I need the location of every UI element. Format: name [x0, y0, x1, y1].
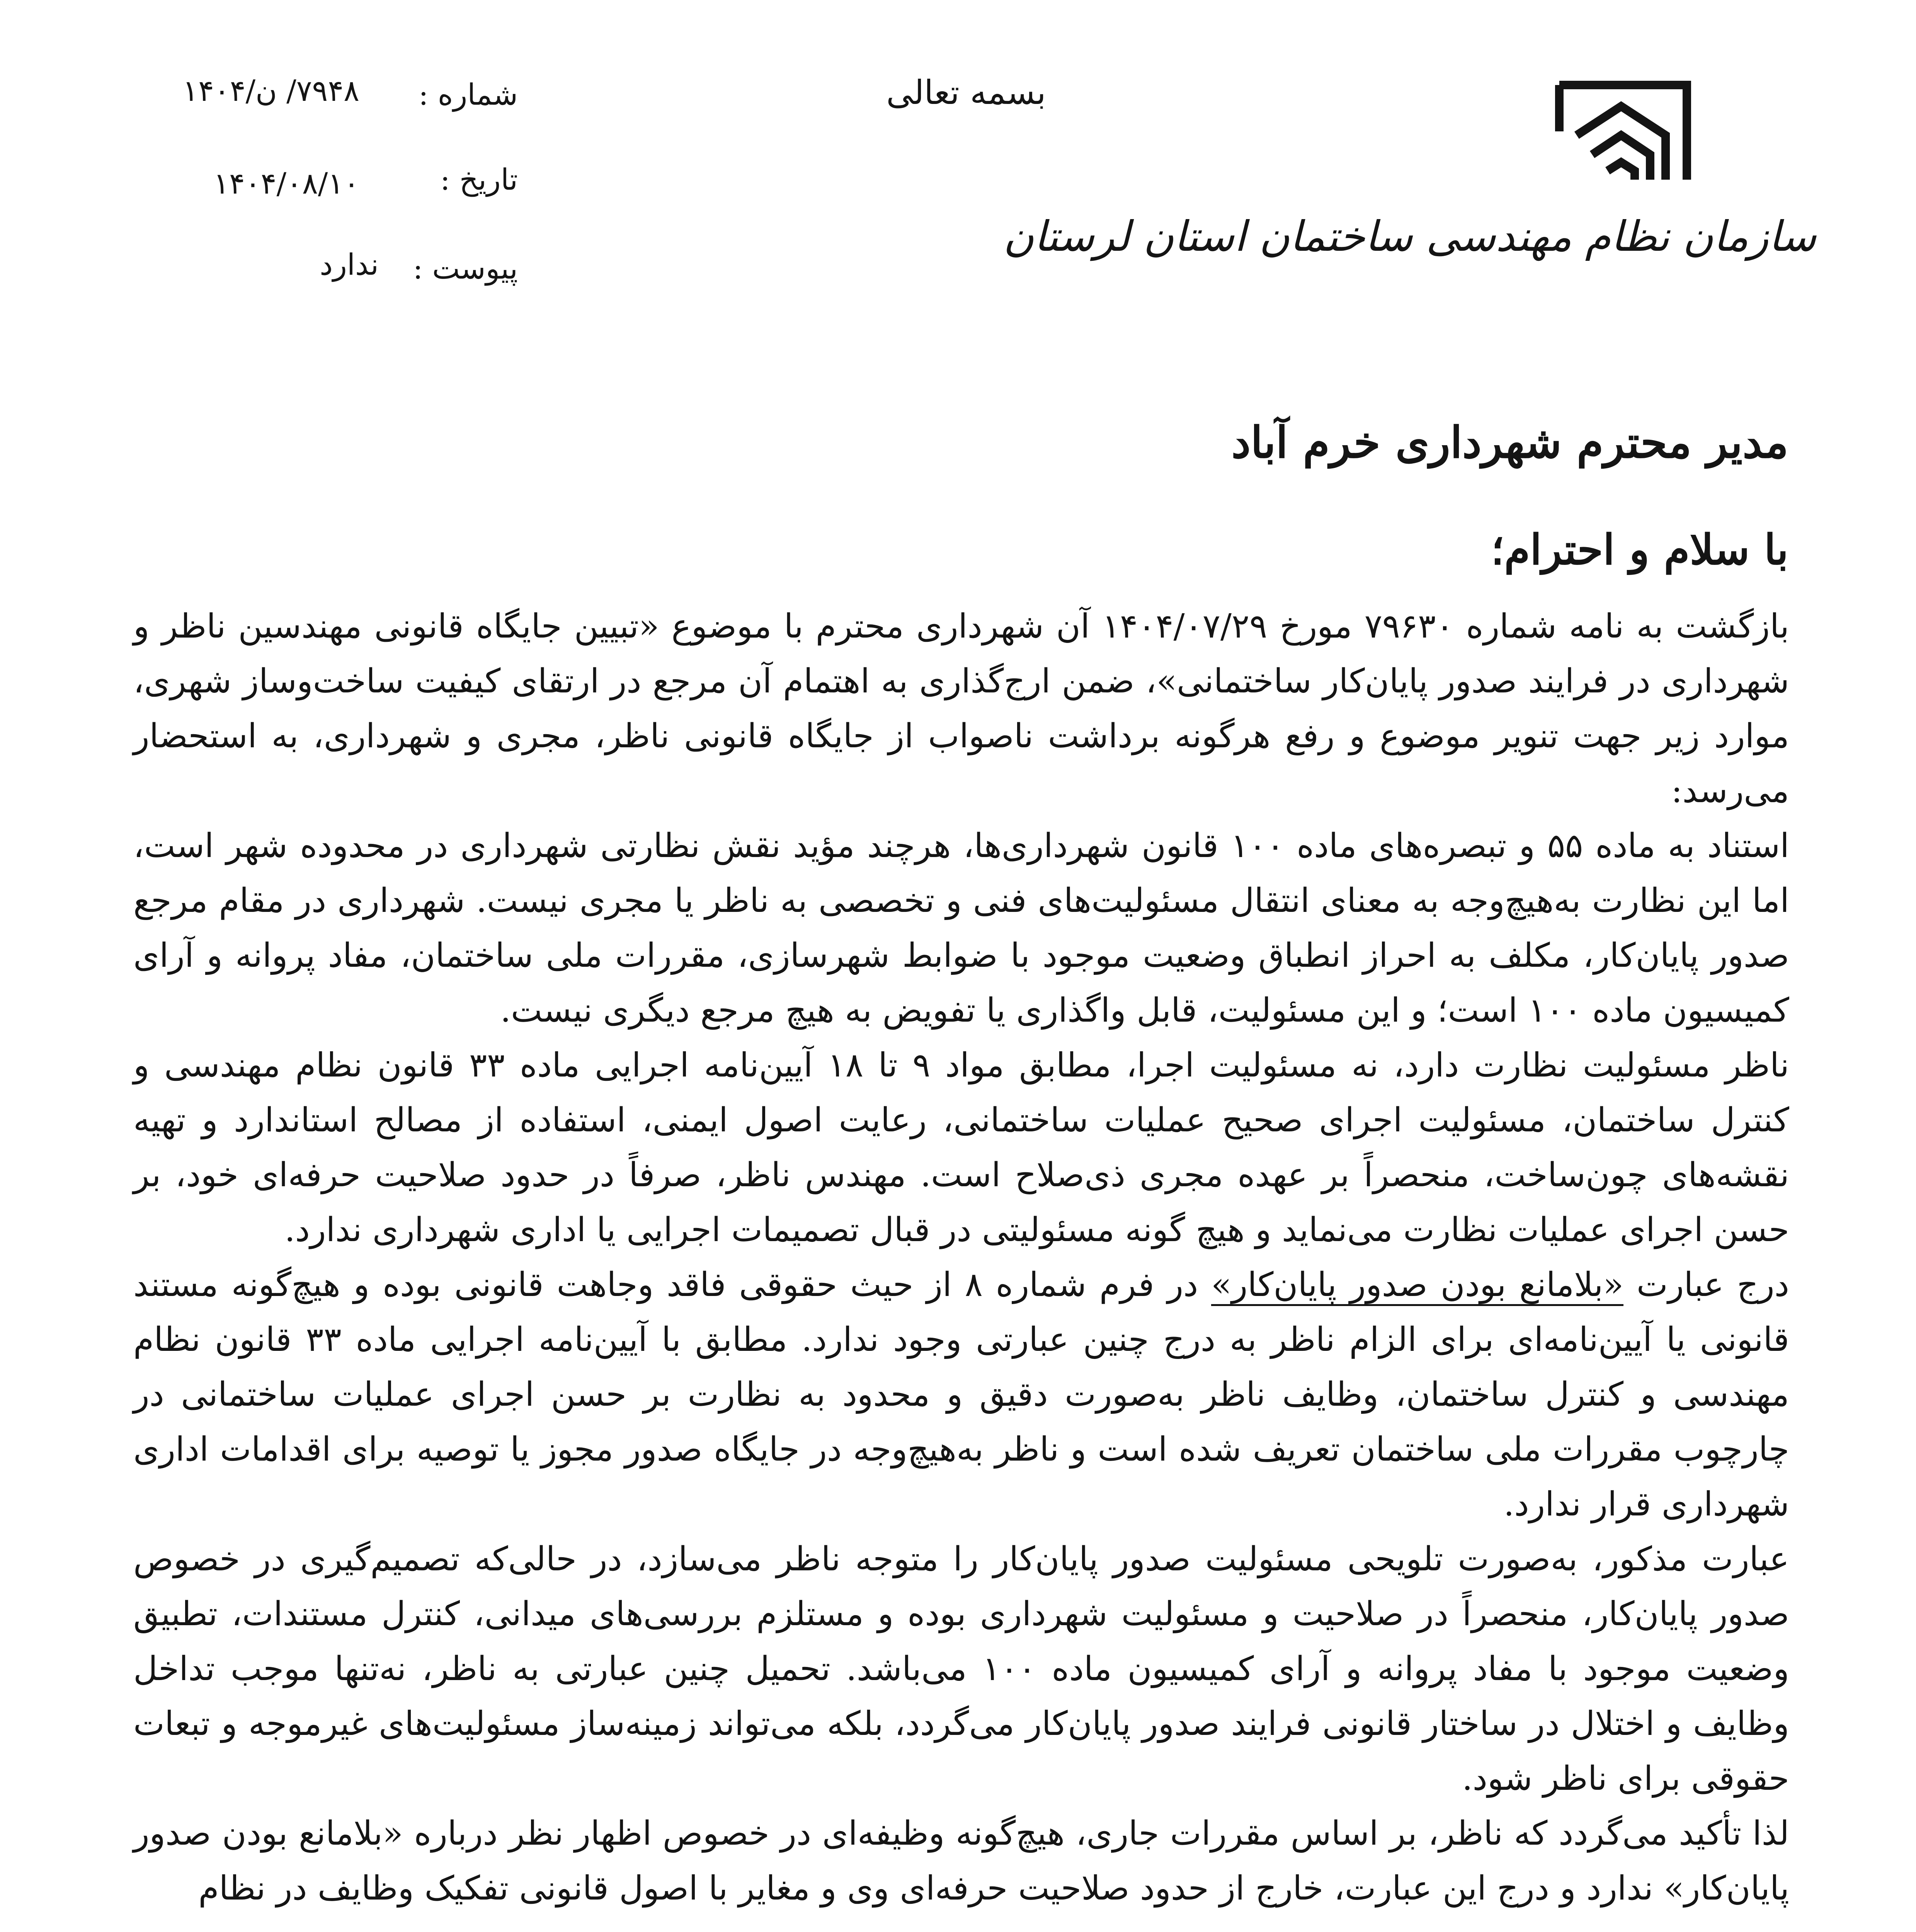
- letter-number-value: ۷۹۴۸/ ن/۱۴۰۴: [182, 73, 359, 108]
- body-paragraph-5: عبارت مذکور، به‌صورت تلویحی مسئولیت صدور پایان‌کار را متوجه ناظر می‌سازد، در حالی‌که تصمیم‌گیری در خصوص صدور پایان‌کار، منحصراً در صلاحیت و مسئولیت شهرداری بوده و مستلزم بررسی‌های میدانی، کنترل مستندات، تطبیق وضعیت موجود با مفاد پروانه و آرای کمیسیون ماده ۱۰۰ می‌باشد. تحمیل چنین عبارتی به ناظر، نه‌تنها موجب تداخل وظایف و اختلال در ساختار قانونی فرایند صدور پایان‌کار می‌گردد، بلکه می‌تواند زمینه‌ساز مسئولیت‌های غیرموجه و تبعات حقوقی برای ناظر شود.: [133, 1540, 1789, 1798]
- paragraph-4-lead: درج عبارت: [1623, 1265, 1789, 1304]
- letter-date-label: تاریخ :: [440, 162, 518, 197]
- letter-number-row: [182, 73, 518, 124]
- addressee: مدیر محترم شهرداری خرم آباد: [1231, 417, 1788, 468]
- greeting: با سلام و احترام؛: [1491, 526, 1788, 574]
- organization-name: سازمان نظام مهندسی ساختمان استان لرستان: [1003, 213, 1816, 261]
- basmala: بسمه تعالی: [886, 73, 1046, 112]
- body-paragraph-4: [133, 1257, 1789, 1532]
- organization-logo: [1003, 70, 1816, 270]
- letter-attachment-label: پیوست :: [413, 251, 518, 286]
- letter-attachment-value: ندارد: [320, 247, 379, 282]
- body-paragraph-2: استناد به ماده ۵۵ و تبصره‌های ماده ۱۰۰ قانون شهرداری‌ها، هرچند مؤید نقش نظارتی شهرداری در محدوده شهر است، اما این نظارت به‌هیچ‌وجه به معنای انتقال مسئولیت‌های فنی و تخصصی به ناظر یا مجری نیست. شهرداری در مقام مرجع صدور پایان‌کار، مکلف به احراز انطباق وضعیت موجود با ضوابط شهرسازی، مقررات ملی ساختمان، مفاد پروانه و آرای کمیسیون ماده ۱۰۰ است؛ و این مسئولیت، قابل واگذاری یا تفویض به هیچ مرجع دیگری نیست.: [133, 827, 1790, 1030]
- body-paragraph-3: ناظر مسئولیت نظارت دارد، نه مسئولیت اجرا، مطابق مواد ۹ تا ۱۸ آیین‌نامه اجرایی ماده ۳۳ قانون نظام مهندسی و کنترل ساختمان، مسئولیت اجرای صحیح عملیات ساختمانی، رعایت اصول ایمنی، استفاده از مصالح استاندارد و تهیه نقشه‌های چون‌ساخت، منحصراً بر عهده مجری ذی‌صلاح است. مهندس ناظر، صرفاً در حدود صلاحیت حرفه‌ای خود، بر حسن اجرای عملیات نظارت می‌نماید و هیچ گونه مسئولیتی در قبال تصمیمات اجرایی یا اداری شهرداری ندارد.: [133, 1046, 1789, 1249]
- body-paragraph-1: بازگشت به نامه شماره ۷۹۶۳۰ مورخ ۱۴۰۴/۰۷/۲۹ آن شهرداری محترم با موضوع «تبیین جایگاه قانونی مهندسین ناظر و شهرداری در فرایند صدور پایان‌کار ساختمانی»، ضمن ارج‌گذاری به اهتمام آن مرجع در ارتقای کیفیت ساخت‌وساز شهری، موارد زیر جهت تنویر موضوع و رفع هرگونه برداشت ناصواب از جایگاه قانونی ناظر، مجری و شهرداری، به استحضار می‌رسد:: [133, 607, 1789, 810]
- letter-attachment-row: [185, 247, 518, 298]
- underlined-quoted-phrase: «بلامانع بودن صدور پایان‌کار»: [1211, 1265, 1623, 1306]
- letter-date-row: [185, 162, 518, 209]
- building-roof-logo-icon: [1550, 70, 1696, 185]
- letter-number-label: شماره :: [418, 77, 518, 112]
- paragraph-4-rest: در فرم شماره ۸ از حیث حقوقی فاقد وجاهت قانونی بوده و هیچ‌گونه مستند قانونی یا آیین‌نامه‌ای برای الزام ناظر به درج چنین عبارتی وجود ندارد. مطابق با آیین‌نامه اجرایی ماده ۳۳ قانون نظام مهندسی و کنترل ساختمان، وظایف ناظر به‌صورت دقیق و محدود به نظارت بر حسن اجرای عملیات ساختمانی در چارچوب مقررات ملی ساختمان تعریف شده است و ناظر به‌هیچ‌وجه در جایگاه صدور مجوز یا توصیه برای اقدامات اداری شهرداری قرار ندارد.: [133, 1265, 1789, 1524]
- letter-date-value: ۱۴۰۴/۰۸/۱۰: [213, 166, 359, 201]
- body-paragraph-6: لذا تأکید می‌گردد که ناظر، بر اساس مقررات جاری، هیچ‌گونه وظیفه‌ای در خصوص اظهار نظر درباره «بلامانع بودن صدور پایان‌کار» ندارد و درج این عبارت، خارج از حدود صلاحیت حرفه‌ای وی و مغایر با اصول قانونی تفکیک وظایف در نظام: [133, 1814, 1789, 1908]
- letter-body: [133, 599, 1789, 1916]
